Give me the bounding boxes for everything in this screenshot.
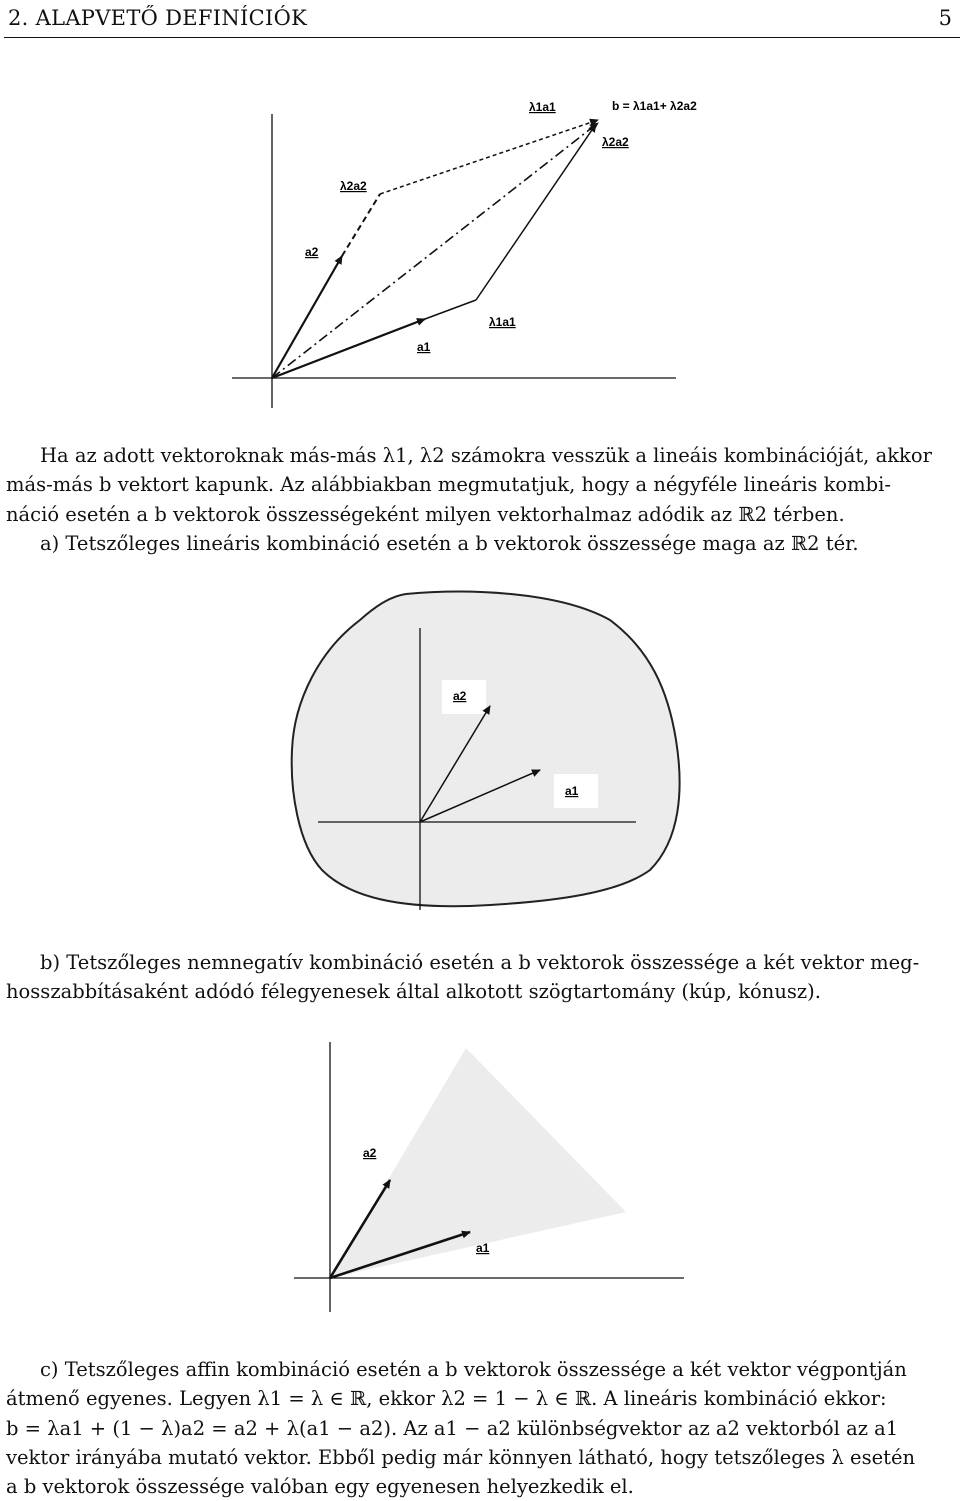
case-b-line-1: b) Tetszőleges nemnegatív kombináció esetén a b vektorok összessége a két vektor meg- <box>40 951 920 974</box>
vector-a1 <box>272 319 425 378</box>
figure-whole-plane <box>0 580 960 920</box>
intro-line-3: náció esetén a b vektorok összességeként milyen vektorhalmaz adódik az ℝ2 térben. <box>6 502 845 526</box>
label-lambda2-a2-left: λ2a2 <box>340 179 367 193</box>
intro-paragraph <box>6 441 956 558</box>
vector-b-path <box>380 120 598 194</box>
vector-lambda2-a2-right <box>476 124 596 300</box>
case-c-line-3: b = λa1 + (1 − λ)a2 = a2 + λ(a1 − a2). Az a1 − a2 különbségvektor az a2 vektorból az a1 <box>6 1416 899 1440</box>
chapter-title: 2. ALAPVETŐ DEFINÍCIÓK <box>8 6 308 30</box>
case-b-line-2: hosszabbításaként adódó félegyenesek által alkotott szögtartomány (kúp, kónusz). <box>6 980 821 1004</box>
label-b: b = λ1a1+ λ2a2 <box>612 99 697 113</box>
section-b-paragraph <box>6 948 956 1007</box>
label-a1: a1 <box>476 1241 490 1255</box>
case-a-statement: a) Tetszőleges lineáris kombináció esetén a b vektorok összessége maga az ℝ2 tér. <box>40 531 859 555</box>
case-c-line-4: vektor irányába mutató vektor. Ebből pedig már könnyen látható, hogy tetszőleges λ esetén <box>6 1445 916 1469</box>
label-a1: a1 <box>417 340 431 354</box>
vector-a2 <box>272 256 342 378</box>
vector-lambda1-a1-lower <box>425 300 476 319</box>
label-a2: a2 <box>363 1146 377 1160</box>
case-c-line-2: átmenő egyenes. Legyen λ1 = λ ∈ ℝ, ekkor λ2 = 1 − λ ∈ ℝ. A lineáris kombináció ekkor: <box>6 1387 887 1411</box>
intro-line-2: más-más b vektort kapunk. Az alábbiakban megmutatjuk, hogy a négyféle lineáris kombi- <box>6 473 891 497</box>
label-a2: a2 <box>305 245 319 259</box>
label-lambda2-a2-right: λ2a2 <box>602 135 629 149</box>
plane-region <box>292 592 680 907</box>
figure-parallelogram <box>0 0 960 420</box>
label-lambda1-a1-mid: λ1a1 <box>489 315 516 329</box>
vector-lambda1-a1 <box>272 123 598 378</box>
label-lambda1-a1-top: λ1a1 <box>529 100 556 114</box>
label-a1: a1 <box>565 784 579 798</box>
intro-line-1: Ha az adott vektoroknak más-más λ1, λ2 számokra vesszük a lineáis kombinációját, akkor <box>40 444 932 467</box>
page-number: 5 <box>938 6 952 30</box>
vector-lambda2-a2 <box>342 194 380 256</box>
case-c-line-1: c) Tetszőleges affin kombináció esetén a b vektorok összessége a két vektor végpontján <box>40 1358 907 1381</box>
case-c-line-5: a b vektorok összessége valóban egy egyenesen helyezkedik el. <box>6 1475 634 1499</box>
label-a2: a2 <box>453 689 467 703</box>
section-c-paragraph <box>6 1355 956 1501</box>
figure-cone <box>0 1030 960 1320</box>
